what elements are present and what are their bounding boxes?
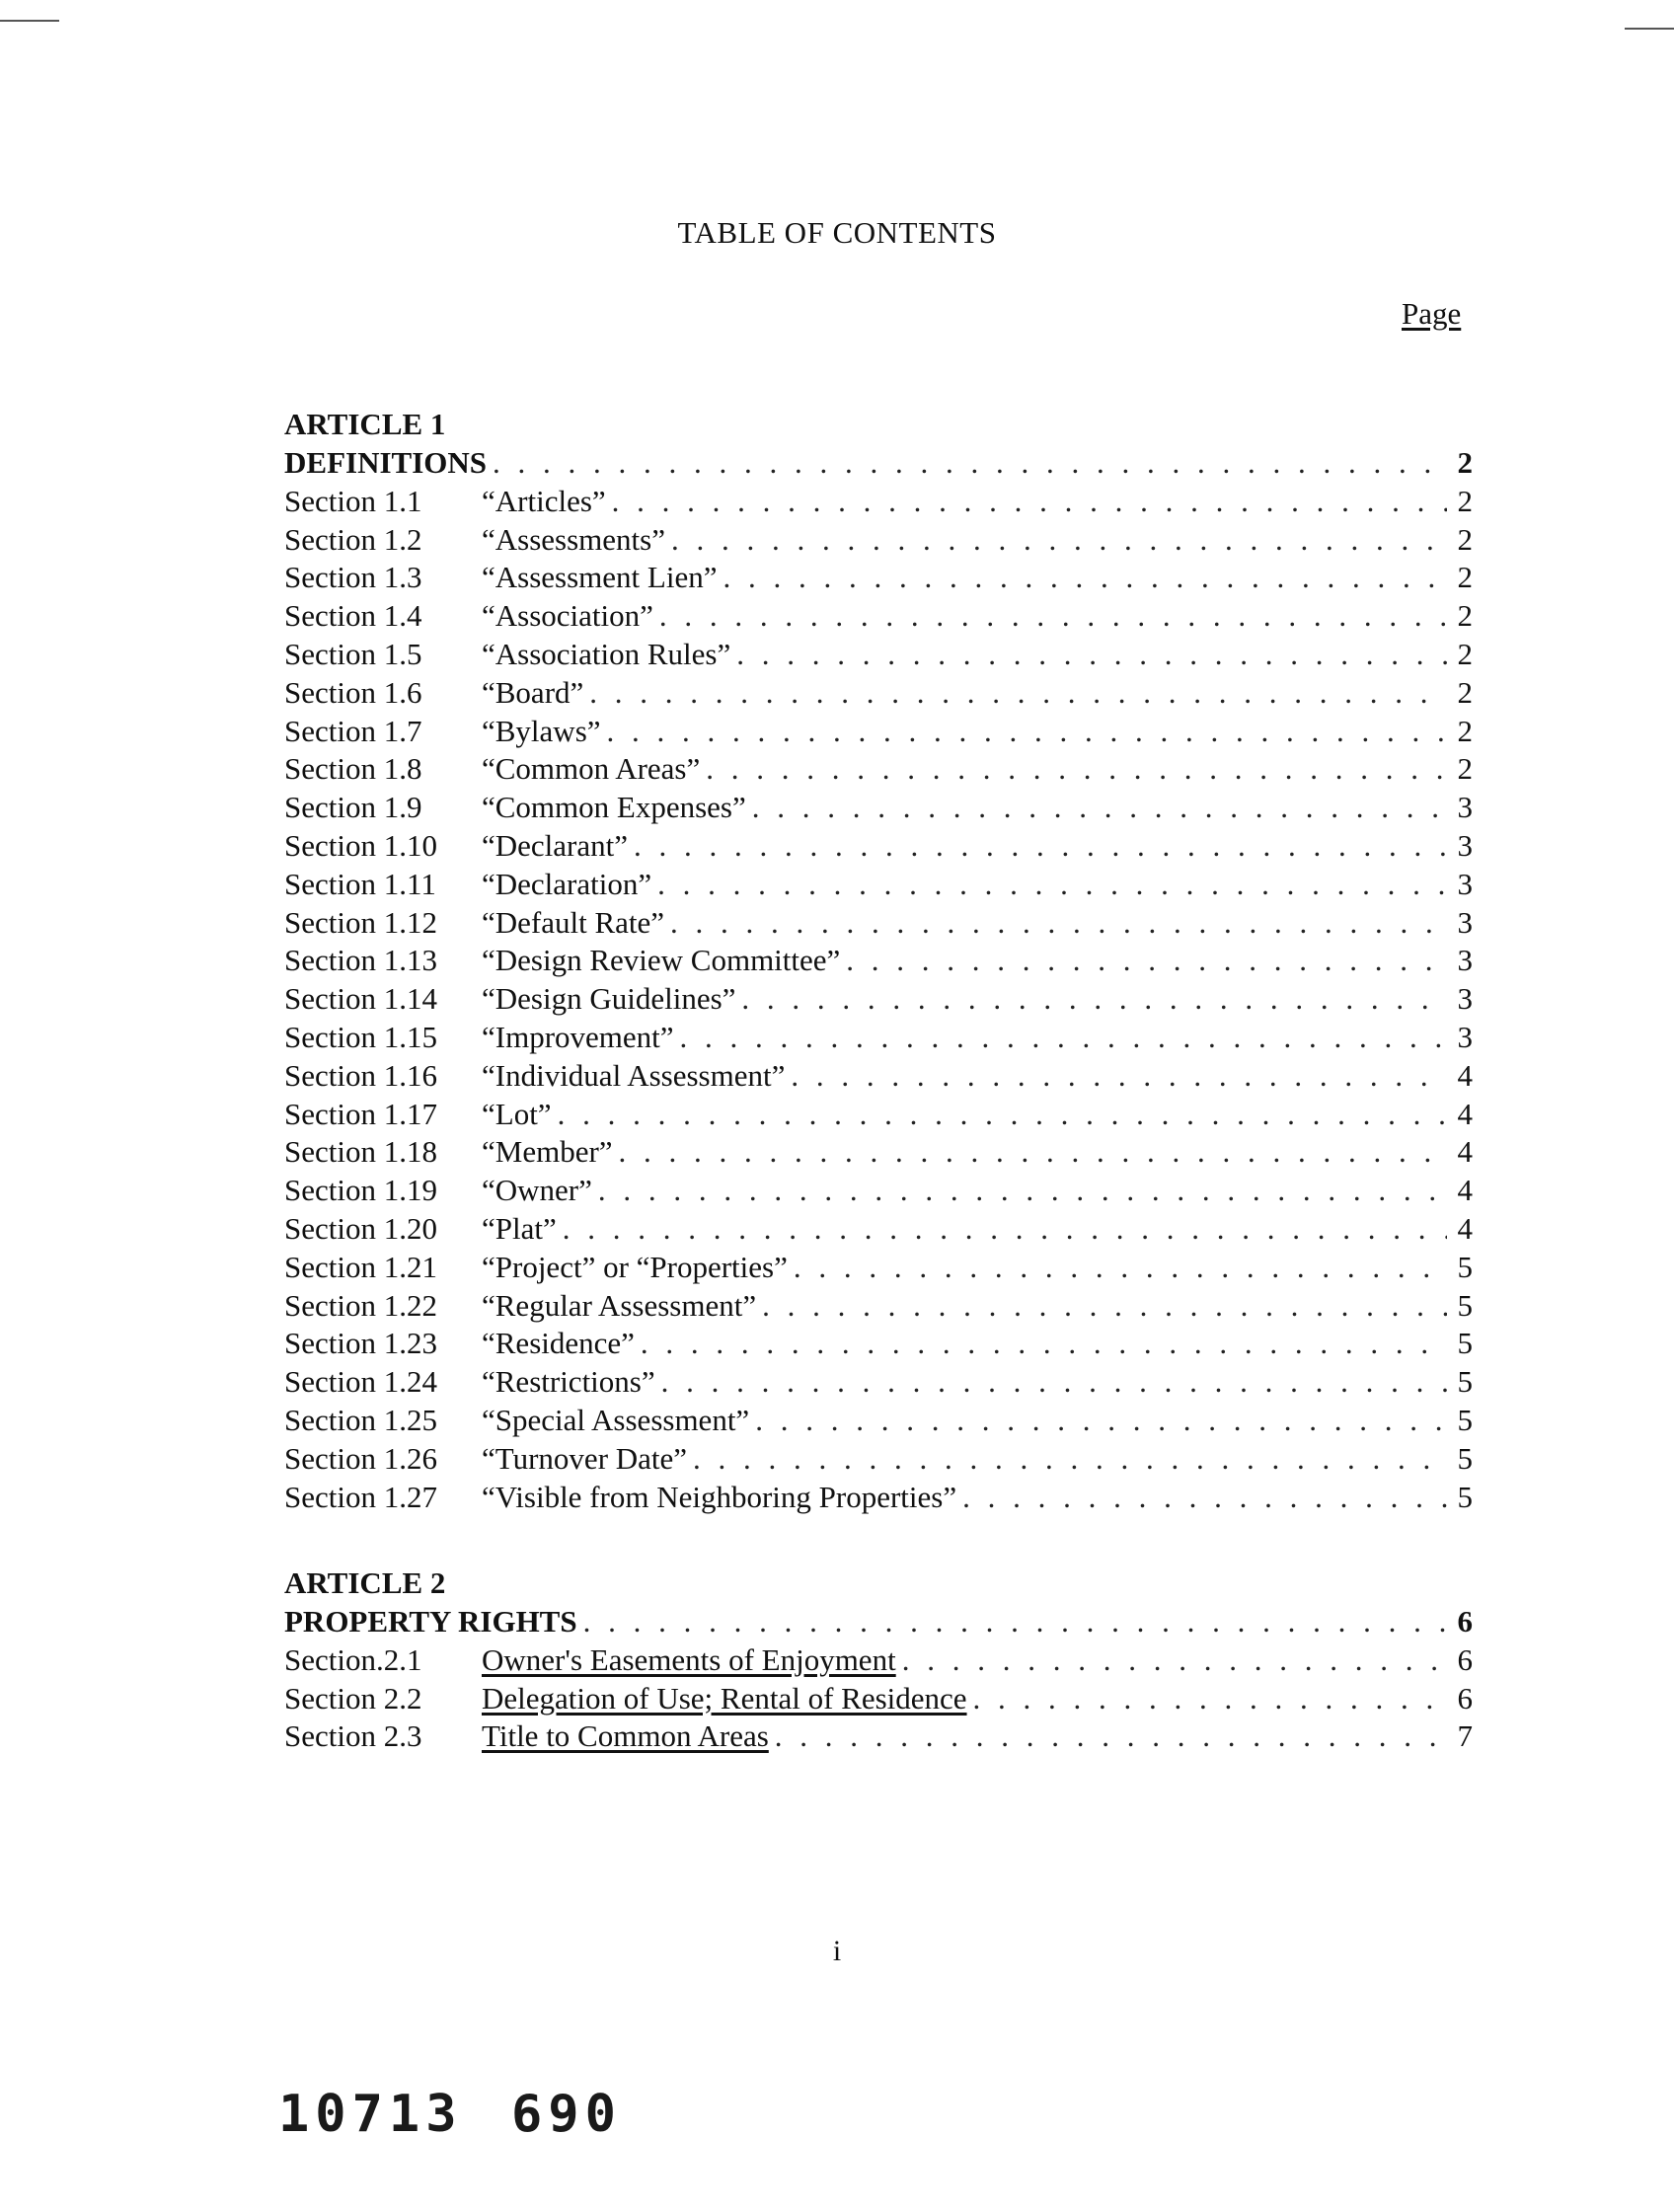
page-title: TABLE OF CONTENTS: [677, 215, 997, 250]
toc-row[interactable]: [284, 636, 1473, 674]
section-number: Section 1.19: [284, 1173, 437, 1208]
section-title: “Assessment Lien”: [482, 560, 718, 595]
section-title: “Assessments”: [482, 521, 665, 557]
section-number: Section 1.13: [284, 943, 437, 978]
section-number: Section 1.6: [284, 674, 422, 710]
section-number: Section 1.11: [284, 866, 436, 901]
section-title: “Member”: [482, 1134, 613, 1170]
toc-row[interactable]: [284, 713, 1473, 751]
toc-row[interactable]: [284, 1479, 1473, 1517]
page-number: 2: [1457, 598, 1473, 634]
article-label: ARTICLE 1: [284, 407, 446, 441]
section-number: Section 1.27: [284, 1479, 437, 1514]
dot-leader: [962, 1479, 1447, 1517]
toc-row[interactable]: [284, 1210, 1473, 1249]
dot-leader: [752, 789, 1447, 827]
page-number: 5: [1457, 1249, 1473, 1284]
page-number: 5: [1457, 1402, 1473, 1437]
dot-leader: [612, 483, 1447, 521]
section-title: “Declaration”: [482, 866, 652, 901]
section-title: “Lot”: [482, 1096, 552, 1131]
section-title: “Design Guidelines”: [482, 981, 736, 1017]
section-title: “Common Areas”: [482, 751, 701, 787]
section-title: “Bylaws”: [482, 713, 601, 748]
toc-row[interactable]: [284, 483, 1473, 521]
page-number: 2: [1457, 713, 1473, 748]
toc-row[interactable]: [284, 1287, 1473, 1326]
page-number: 2: [1457, 483, 1473, 518]
page-number: 3: [1457, 866, 1473, 901]
dot-leader: [902, 1641, 1447, 1680]
page-number: 2: [1457, 445, 1473, 480]
toc-row[interactable]: [284, 827, 1473, 866]
page-column-header: Page: [1402, 296, 1462, 331]
section-number: Section 1.9: [284, 790, 422, 825]
toc-row[interactable]: [284, 1363, 1473, 1402]
toc-row[interactable]: [284, 1133, 1473, 1172]
dot-leader: [693, 1440, 1447, 1479]
section-number: Section 1.18: [284, 1134, 437, 1170]
dot-leader: [619, 1133, 1447, 1172]
page-number: 2: [1457, 751, 1473, 787]
section-title: “Association Rules”: [482, 636, 731, 671]
dot-leader: [583, 1603, 1447, 1641]
section-title: “Default Rate”: [482, 904, 665, 940]
section-number: Section.2.1: [284, 1641, 422, 1677]
section-title: “Common Expenses”: [482, 790, 746, 825]
dot-leader: [791, 1057, 1447, 1096]
section-title: “Individual Assessment”: [482, 1057, 786, 1093]
page-number: 3: [1457, 1019, 1473, 1054]
toc-row[interactable]: [284, 866, 1473, 904]
section-title: “Improvement”: [482, 1019, 674, 1054]
section-title: “Turnover Date”: [482, 1440, 688, 1476]
page-number: 7: [1457, 1718, 1473, 1754]
page-number: 2: [1457, 674, 1473, 710]
section-number: Section 1.26: [284, 1440, 437, 1476]
toc-row[interactable]: [284, 750, 1473, 789]
scan-edge-mark-left: [0, 20, 59, 22]
dot-leader: [607, 713, 1447, 751]
page-number: 5: [1457, 1440, 1473, 1476]
dot-leader: [641, 1325, 1447, 1363]
section-number: Section 1.21: [284, 1249, 437, 1284]
toc-row[interactable]: [284, 1325, 1473, 1363]
section-number: Section 1.8: [284, 751, 422, 787]
article-label: ARTICLE 2: [284, 1565, 446, 1600]
page-number: 4: [1457, 1096, 1473, 1131]
footer-page-number: i: [832, 1935, 842, 1967]
page-number: 2: [1457, 636, 1473, 671]
dot-leader: [558, 1096, 1447, 1134]
dot-leader: [589, 674, 1447, 713]
article-1-section-list: [284, 483, 1473, 1517]
dot-leader: [634, 827, 1447, 866]
dot-leader: [598, 1172, 1447, 1210]
toc-row[interactable]: [284, 1172, 1473, 1210]
page-number: 4: [1457, 1173, 1473, 1208]
recording-stamp-book: 10713: [278, 2085, 463, 2144]
dot-leader: [680, 1019, 1447, 1057]
section-title: “Residence”: [482, 1326, 635, 1361]
toc-row[interactable]: [284, 1057, 1473, 1096]
dot-leader: [736, 636, 1447, 674]
dot-leader: [762, 1287, 1447, 1326]
dot-leader: [706, 750, 1447, 789]
dot-leader: [775, 1717, 1447, 1756]
dot-leader: [670, 904, 1447, 943]
page-number: 5: [1457, 1479, 1473, 1514]
section-number: Section 1.7: [284, 713, 422, 748]
toc-row[interactable]: [284, 1402, 1473, 1440]
toc-row[interactable]: [284, 980, 1473, 1019]
section-number: Section 1.16: [284, 1057, 437, 1093]
section-number: Section 1.5: [284, 636, 422, 671]
toc-row[interactable]: [284, 1019, 1473, 1057]
section-title: Delegation of Use; Rental of Residence: [482, 1680, 967, 1716]
page-number: 6: [1457, 1680, 1473, 1716]
page-number: 3: [1457, 943, 1473, 978]
section-number: Section 1.2: [284, 521, 422, 557]
section-number: Section 2.3: [284, 1718, 422, 1754]
section-number: Section 1.22: [284, 1287, 437, 1323]
section-title: Title to Common Areas: [482, 1718, 769, 1754]
dot-leader: [794, 1249, 1447, 1287]
section-title: “Board”: [482, 674, 584, 710]
toc-row[interactable]: [284, 904, 1473, 943]
page-number: 6: [1457, 1641, 1473, 1677]
dot-leader: [846, 942, 1447, 980]
toc-row[interactable]: [284, 521, 1473, 560]
dot-leader: [671, 521, 1447, 560]
article-heading-title: DEFINITIONS: [284, 445, 487, 480]
page-number: 6: [1457, 1604, 1473, 1639]
page-number: 5: [1457, 1364, 1473, 1400]
page-number: 3: [1457, 904, 1473, 940]
toc-row[interactable]: [284, 1249, 1473, 1287]
section-title: “Design Review Committee”: [482, 943, 841, 978]
article-1-block: [284, 405, 1473, 1516]
section-title: “Declarant”: [482, 827, 628, 863]
article-heading-row[interactable]: [284, 1603, 1473, 1641]
page-number: 2: [1457, 521, 1473, 557]
section-title: Owner's Easements of Enjoyment: [482, 1641, 896, 1677]
section-number: Section 1.20: [284, 1210, 437, 1246]
page-number: 4: [1457, 1057, 1473, 1093]
toc-row[interactable]: [284, 674, 1473, 713]
section-title: “Restrictions”: [482, 1364, 655, 1400]
toc-row[interactable]: [284, 789, 1473, 827]
toc-row[interactable]: [284, 942, 1473, 980]
section-number: Section 1.25: [284, 1402, 437, 1437]
page-number: 2: [1457, 560, 1473, 595]
section-number: Section 1.1: [284, 483, 422, 518]
section-number: Section 1.4: [284, 598, 422, 634]
article-heading-title: PROPERTY RIGHTS: [284, 1604, 577, 1639]
article-2-section-list: [284, 1641, 1473, 1756]
toc-row[interactable]: [284, 1680, 1473, 1718]
section-number: Section 1.14: [284, 981, 437, 1017]
page-number: 5: [1457, 1326, 1473, 1361]
section-number: Section 1.24: [284, 1364, 437, 1400]
section-number: Section 1.12: [284, 904, 437, 940]
dot-leader: [563, 1210, 1447, 1249]
page-number: 4: [1457, 1210, 1473, 1246]
dot-leader: [755, 1402, 1447, 1440]
dot-leader: [741, 980, 1447, 1019]
toc-row[interactable]: [284, 1440, 1473, 1479]
dot-leader: [973, 1680, 1447, 1718]
toc-row[interactable]: [284, 559, 1473, 597]
section-title: “Association”: [482, 598, 653, 634]
section-title: “Owner”: [482, 1173, 592, 1208]
toc-row[interactable]: [284, 1717, 1473, 1756]
dot-leader: [659, 597, 1447, 636]
section-number: Section 1.10: [284, 827, 437, 863]
section-number: Section 1.17: [284, 1096, 437, 1131]
section-title: “Plat”: [482, 1210, 557, 1246]
page-number: 3: [1457, 790, 1473, 825]
recording-stamp-page: 690: [511, 2085, 622, 2144]
scan-edge-mark-right: [1625, 28, 1674, 30]
section-number: Section 1.15: [284, 1019, 437, 1054]
toc-row[interactable]: [284, 1096, 1473, 1134]
section-title: “Articles”: [482, 483, 606, 518]
page-number: 3: [1457, 827, 1473, 863]
page-number: 5: [1457, 1287, 1473, 1323]
section-number: Section 1.3: [284, 560, 422, 595]
section-number: Section 1.23: [284, 1326, 437, 1361]
article-heading-row[interactable]: [284, 444, 1473, 483]
dot-leader: [657, 866, 1447, 904]
section-title: “Visible from Neighboring Properties”: [482, 1479, 957, 1514]
toc-row[interactable]: [284, 1641, 1473, 1680]
section-title: “Project” or “Properties”: [482, 1249, 788, 1284]
page-number: 3: [1457, 981, 1473, 1017]
dot-leader: [723, 559, 1447, 597]
dot-leader: [661, 1363, 1447, 1402]
page-number: 4: [1457, 1134, 1473, 1170]
toc-row[interactable]: [284, 597, 1473, 636]
section-number: Section 2.2: [284, 1680, 422, 1716]
article-2-block: [284, 1564, 1473, 1756]
section-title: “Regular Assessment”: [482, 1287, 757, 1323]
dot-leader: [493, 444, 1447, 483]
section-title: “Special Assessment”: [482, 1402, 750, 1437]
